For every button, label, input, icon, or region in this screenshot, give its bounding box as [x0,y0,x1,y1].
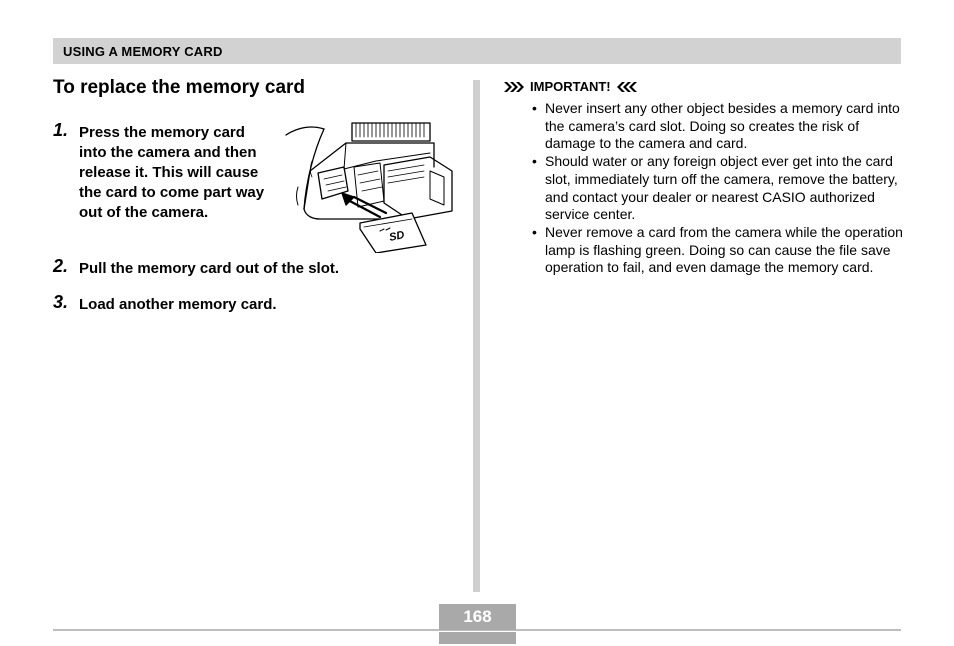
step-text: Load another memory card. [79,296,277,313]
page-number: 168 [439,604,516,630]
triple-chevron-right-icon [503,81,525,93]
section-title: To replace the memory card [53,77,306,98]
column-divider [473,80,480,592]
important-label: IMPORTANT! [530,79,611,94]
camera-card-slot-illustration [284,121,454,253]
header-title: USING A MEMORY CARD [63,44,223,59]
bullet-icon: • [532,100,537,116]
bullet-text: Never insert any other object besides a memory card into the camera’s card slot. Doing so creates the risk of damage to the camera and card. [545,100,900,152]
list-item [531,224,903,277]
triple-chevron-left-icon [616,81,638,93]
step-number: 2. [53,256,69,276]
step-text: Press the memory card into the camera and then release it. This will cause the card to come part way out of the camera. [79,124,265,221]
bullet-text: Should water or any foreign object ever get into the card slot, immediately turn off the camera, remove the battery, and contact your dealer or nearest CASIO authorized service center. [545,153,898,223]
list-item [531,153,903,224]
bullet-icon: • [532,153,537,170]
list-item [531,100,903,153]
important-bullet-list [531,100,903,277]
page-number-box-base [439,632,516,644]
step-text: Pull the memory card out of the slot. [79,260,340,277]
step-number: 1. [53,120,69,140]
header-bar [53,38,901,64]
bullet-icon: • [532,223,537,240]
sd-card-logo: SD [388,229,406,244]
page-number-box [439,604,516,644]
step-number: 3. [53,292,69,312]
important-heading [503,79,638,94]
bullet-text: Never remove a card from the camera while the operation lamp is flashing green. Doing so can cause the file save operation to fail, and even damage the memory card. [545,223,903,276]
